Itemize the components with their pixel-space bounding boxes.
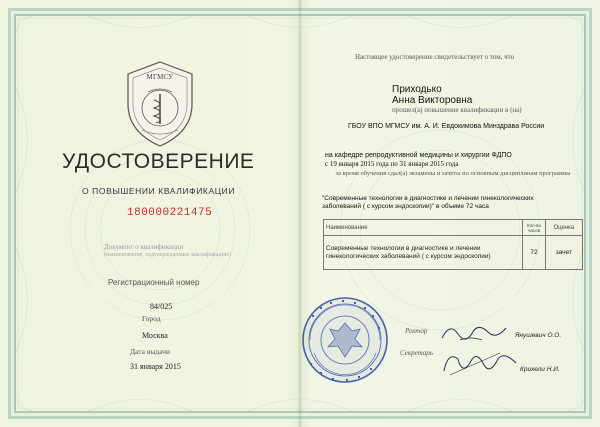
discipline-hours-cell: 72 [523, 236, 545, 270]
document-title: УДОСТОВЕРЕНИЕ [62, 150, 255, 173]
city-label: Город [142, 314, 161, 323]
course-title: "Современные технологии в диагностике и лечении гинекологических заболеваний ( с курсом эндоскопии)" в объеме 72 часа [322, 195, 534, 210]
registration-number-value: 84/025 [150, 302, 173, 311]
intro-text: Настоящее удостоверение свидетельствует о том, что [355, 53, 515, 61]
issue-date-label: Дата выдачи [130, 347, 171, 356]
holder-name: Анна Викторовна [392, 95, 473, 106]
rector-signature-icon [440, 318, 510, 344]
exams-text: за время обучения сдал(а) экзамены и зачеты по основным дисциплинам программы [335, 170, 571, 177]
registration-number-label: Регистрационный номер [108, 278, 200, 287]
certificate-number: 180000221475 [127, 207, 213, 219]
discipline-name-cell: Современные технологии в диагностике и лечении гинекологических заболеваний ( с курсом эндоскопии) [324, 236, 523, 270]
official-seal-icon [300, 295, 390, 385]
faded-document-caption: (наименование, подтверждающее квалификацию) [104, 252, 232, 258]
table-header-row [324, 220, 583, 236]
secretary-name: Крихели Н.И. [520, 366, 560, 373]
column-header-name: Наименование [324, 220, 523, 236]
emblem-label: МГМСУ [146, 73, 174, 81]
column-header-grade: Оценка [545, 220, 582, 236]
column-header-hours [523, 220, 545, 236]
rector-name: Янушевич О.О. [515, 332, 562, 339]
table-row [324, 236, 583, 270]
secretary-signature-icon [440, 345, 520, 379]
secretary-label: Секретарь [400, 349, 433, 357]
issue-date-value: 31 января 2015 [130, 362, 181, 371]
disciplines-table [323, 219, 583, 270]
right-page [300, 0, 600, 427]
holder-surname: Приходько [392, 84, 442, 95]
department-name: на кафедре репродуктивной медицины и хирургии ФДПО [325, 152, 512, 159]
column-header-hours-top: Кол-во [527, 222, 541, 228]
column-header-hours-bottom: часов [527, 227, 541, 233]
passed-text: прошел(а) повышение квалификации в (на) [392, 106, 522, 114]
rector-label: Ректор [405, 327, 428, 335]
city-value: Москва [142, 331, 168, 340]
document-subtitle: О ПОВЫШЕНИИ КВАЛИФИКАЦИИ [82, 186, 236, 196]
faded-document-line: Документ о квалификации [104, 243, 184, 251]
training-period: с 19 января 2015 года по 31 января 2015 года [325, 160, 459, 168]
organization-name: ГБОУ ВПО МГМСУ им. А. И. Евдокимова Минздрава России [348, 123, 545, 130]
discipline-grade-cell: зачет [545, 236, 582, 270]
